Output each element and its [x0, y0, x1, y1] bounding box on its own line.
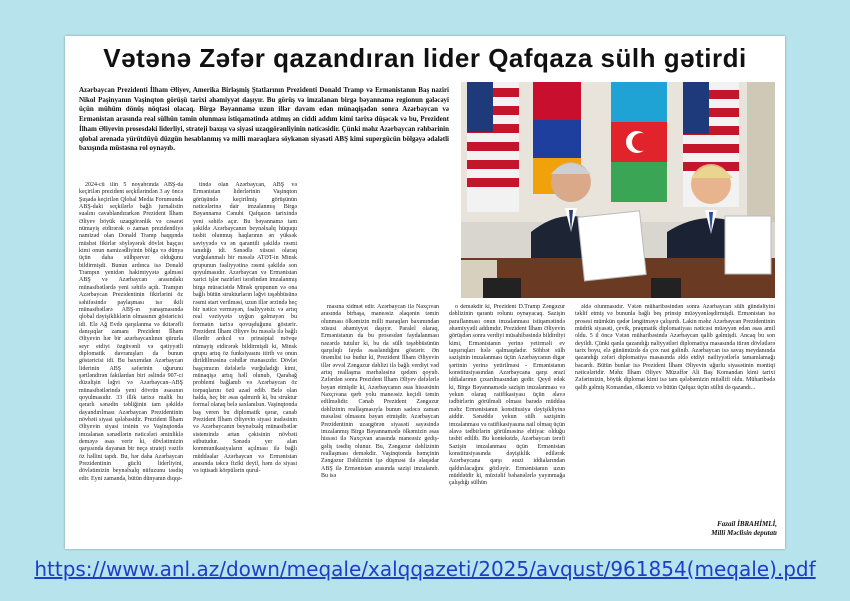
article-photo: [461, 82, 775, 298]
article-column-1: [79, 182, 183, 544]
leaders-signing-photo: [461, 82, 775, 298]
us-flag-left: [467, 82, 519, 212]
column-text: o deməkdir ki, Prezident D.Tramp Zəngəzur dəhlizinin qarantı rolunu oynayacaq. Sazişin paraflanması onun imzalanması istiqamətində əhəmiyyətli addımdır. Prezident İlham Əliyevin görüşdən sonra verdiyi müsahibəsində bildirdiyi kimi, Ermənistanın yerinə yetirməli ev tapşırıqları hələ qalmaqdadır. Söhbət sülh sazişinin imzalanması üçün Azərbaycanın digər şərtinin yerinə yetirilməsi - Ermənistanın konstitusiyasından Azərbaycana qarşı ərazi iddialarının çıxarılmasından gedir. Qeyd edək ki, Birgə Bəyannamədə sazişin imzalanması və yekun olaraq ratifikasiyası üçün əlavə tədbirlərin görülməli olması barədə müddəa məhz Ermənistanın konstitusiya dəyişikliyinə aiddir. Sənəddə yekun sülh sazişinin imzalanması və ratifikasiyasına nail olmaq üçün əlavə tədbirlərin görülməsinə ehtiyac olduğu təsbit edilib. Bu kontekstdə, Azərbaycan tərəfi Sazişin imzalanması üçün Ermənistan konstitusiyasında dəyişiklik edilərək Azərbaycana qarşı ərazi iddialarından qaldırılacağını gözləyir. Ermənistanın uzun müddətdir ki, müxtəlif bəhanələrlə yayınmağa çalışdığı sülhün: [449, 304, 565, 487]
column-text: 2024-cü ilin 5 noyabrında ABŞ-da keçirilən prezident seçkilərindən 3 ay öncə Şuşada keçirilən Qlobal Media Forumunda ABŞ-daki seçkilərlə bağlı jurnalistin sualını cavablandırarkən Prezident İlham Əliyev böyük uzaqgörənlik və cəsarət nümayiş etdirərək o zaman prezidentliyə namizəd olan Donald Tramp haqqında müsbət fikirlər söyləyərək dövlət başçısı kimi onun namizədliyinin bölgə və dünya üçün daha sülhpərvər olduğunu bildirmişdi. Bunun ardınca isə Donald Trampın yenidən hakimiyyətə gəlməsi ABŞ və Azərbaycan arasındakı münasibətlərdə yeni səhifə açdı. Trampın Azərbaycan Prezidentinin fikirlərini öz səhifəsində paylaşması isə ikili münasibətlərə ABŞ-ın yanaşmasında qlobal dəyişikliklərin olmasının göstəricisi idi. Elə Ağ Evdə qarşılanma və ikitərəfli danışıqlar zamanı Prezident İlham Əliyevin hər bir azərbaycanlının qürurla seyr etdiyi özgüvənli və qətiyyətli diplomatik davranışları da bunun göstəricisi idi. Bu baxımdan Azərbaycan liderinin ABŞ səfərinin uğurunu şərtləndirən faktlardan biri əslində 907-ci düzəlişin ləğvi və Azərbaycan–ABŞ münasibətlərində yeni dövrün əsasının qoyulmasıdır. 33 illik tarixə malik bu qərarlı sənədin təbliğinin tam şəkildə dayandırılması Azərbaycan Prezidentinin növbəti siyasi qələbəsidir. Prezident İlham Əliyevin siyasi irsinin və Vaşinqtonda imzalanan sənədlərin nəticələri əminliklə deməyə əsas verir ki, dövlətimizin qarşısında dayanan bir neçə strateji vəzifə öz həllini tapdı. Bu, hər daha Azərbaycan Prezidentinin güclü liderliyini, dövlətimizin beynəlxalq nüfuzunu təsdiq edir. Eyni zamanda, bütün dünyanın diqqə-: [79, 182, 183, 482]
author-name: Fazail İBRAHİMLİ,: [717, 520, 777, 528]
source-link[interactable]: https://www.anl.az/down/meqale/xalqqazeti/2025/avqust/961854(meqale).pdf: [34, 557, 816, 581]
article-column-5: [575, 304, 775, 518]
signed-document-left: [578, 211, 646, 281]
article-lead: Azərbaycan Prezidenti İlham Əliyev, Amerika Birləşmiş Ştatlarının Prezidenti Donald Tramp və Ermənistanın Baş naziri Nikol Paşinyanın Vaşinqton görüşü tarixi əhəmiyyət daşıyır. Bu görüş və imzalanan birgə bəyannamə regionun gələcəyi üçün mühüm dönüş nöqtəsi olacaq. Birgə Bəyannamə uzun illər davam edən münaqişədən sonra Azərbaycan və Ermənistan arasında real sülhün təmin olunması istiqamətində atılmış ən ciddi addım kimi tarixə düşəcək və bu, Prezident İlham Əliyevin prosesdəki liderliyi, strateji baxışı və siyasi uzaqgörənliyinin nəticəsidir. Çünki məhz Azərbaycan rəhbərinin qlobal arenada yürütdüyü düzgün hesablanmış və milli maraqlara söykənən siyasəti ABŞ kimi supergücün bölgəyə ədalətli baxışında müstəsna rol oynayıb.: [79, 86, 449, 153]
article-column-4: [449, 304, 565, 544]
column-text: əldə olunmasıdır. Vətən müharibəsindən sonra Azərbaycan sülh gündəliyini təklif etmiş və bununla bağlı beş prinsip müəyyənləşdirmişdi. Ermənistan isə prosesi mümkün qədər ləngitməyə çalışırdı. Lakin məhz Azərbaycan Prezidentinin müdrik siyasəti, çevik, praqmatik diplomatiyası nəticəsi müəyyən edən əsas amil oldu. 5 il öncə Vətən müharibəsində Azərbaycan qalib gəlmişdi. Ancaq bu son deyildi. Çünki qanla qazandığı naliyyətləri diplomatiya masasında itirən dövlətlərə tarix boyu, elə günümüzdə də çox rast gəlinib. Azərbaycan isə savaş meydanında qazandığı zəfəri diplomatiya masasında əldə etdiyi nailiyyətlərlə tamamlamağı bacardı. Bütün bunlar isə Prezident İlham Əliyevin uğurlu siyasətinin məntiqi nəticələridir. Məhz İlham Əliyev Müzəffər Ali Baş Komandan kimi tarixi Zəfərimizin, böyük diplomat kimi isə tam qələbəmizin müəllifi oldu. Müharibədə qalib gəlmiş Komandan, ölkəmiz və bütün Qafqaz üçün sülhü də qazandı...: [575, 304, 775, 391]
author-signature: [695, 520, 777, 538]
azerbaijan-flag: [611, 82, 667, 202]
article-column-2: [193, 182, 297, 544]
desk-folder-right: [651, 278, 681, 298]
column-text: masına xidmət edir. Azərbaycan ilə Naxçıvan arasında birbaşa, maneəsiz əlaqənin təmin olunması ölkəmizin milli maraqları baxımından xüsusi əhəmiyyət daşıyır. Paralel olaraq, Ermənistanın da bu prosesdən faydalanması nəzərdə tutulur ki, bu da sülh təşəbbüsünün qarşılıqlı fayda əsaslandığını göstərir. Ən önəmlisi isə budur ki, Prezident İlham Əliyevin illər əvvəl Zəngəzur dəhlizi ilə bağlı verdiyi vəd artıq reallaşma mərhələsinə qədəm qoyub. Zəfərdən sonra Prezident İlham Əliyev dəfələrlə bəyan etmişdir ki, Azərbaycanın əsas hissəsinin Naxçıvana qərb yolu maneəsiz keçidi təmin edilməlidir. Cənab Prezident Zəngəzur dəhlizinin reallaşmasıyla bunun sadəcə zaman məsələsi olmasını bəyan etmişdir. Azərbaycan Prezidentinin uzaqgörən siyasəti sayəsində imzalanmış Birgə Bəyannamədə ölkəmizin əsas hissəsi ilə Naxçıvan arasında maneəsiz gediş-gəliş təsdiq olunur. Bu, Zəngəzur dəhlizinin reallaşması deməkdir. Vaşinqtonda həmçinin Zəngəzur Dəhlizinin işə düşməsi ilə əlaqədar ABŞ ilə Ermənistan arasında sazişi imzalanıb. Bu isə: [321, 304, 439, 479]
signed-document-right: [725, 216, 771, 274]
article-column-3: [321, 304, 439, 544]
newspaper-clipping: [65, 36, 785, 549]
column-text: tində olan Azərbaycan, ABŞ və Ermənistan liderlərinin Vaşinqton görüşündə keçirilmiş görüşünün nəticələrinə dair imzalanmış Birgə Bəyannamə Cənubi Qafqazın tarixində yeni səhifə açır. Bu bəyannamə tam şəkildə Azərbaycanın beynəlxalq hüququ təsbit olunmuş haqlarının ən yüksək səviyyədə və ən qarantili şəkildə rəsmi tanıdığı idi. Sənədlə xüsusi olaraq vurğulanmalı bir məsələ ATƏT-in Minsk qrupunun fəaliyyətinə rəsmi şəkildə son qoyulmasıdır. Azərbaycan və Ermənistan xarici işlər nazirləri tərəfindən imzalanmış birgə müraciətdə Minsk qrupunun və ona bağlı bütün strukturların ləğvi təşəbbüsünə rəsmi start verilməsi, uzun illər ərzində heç bir nəticə verməyən, fəaliyyətsiz və artıq real vəziyyətə uyğun gəlməyən bu formatın tarixə qovuşduğunu göstərir. Prezident İlham Əliyev bu məsələ ilə bağlı illərdir ardıcıl və prinsipial mövqe nümayiş etdirərək bildirmişdi ki, Minsk qrupu artıq öz funksiyasını itirib və onun dirildilməsinə cəhdlər mənasızdır. Dövlət başçımızın dəfələrlə vurğuladığı kimi, münaqişə artıq həll olunub, Qarabağ problemi bağlanıb və Azərbaycan öz torpaqlarını özü azad edib. Belə olan halda, heç bir əsas qalmırdı ki, bu struktur formal olaraq belə saxlanılsın. Vaşinqtonda baş veren bu diplomatik qərar, canab Prezident İlham Əliyevin siyasi iradəsinin və Azərbaycanın beynəlxalq münasibətlər sistemində artan çəkisinin növbəti sübutudur. Sənədə yer alan kommunikasiyaların açılması ilə bağlı müddəalar Azərbaycan və Ermənistan arasında təkcə fiziki deyil, həm də siyasi və iqtisadi körpülərin qurul-: [193, 182, 297, 475]
article-headline: Vətənə Zəfər qazandıran lider Qafqaza sülh gətirdi: [103, 43, 747, 73]
author-role: Milli Məclisin deputatı: [711, 529, 777, 537]
desk-folder-left: [483, 278, 521, 298]
